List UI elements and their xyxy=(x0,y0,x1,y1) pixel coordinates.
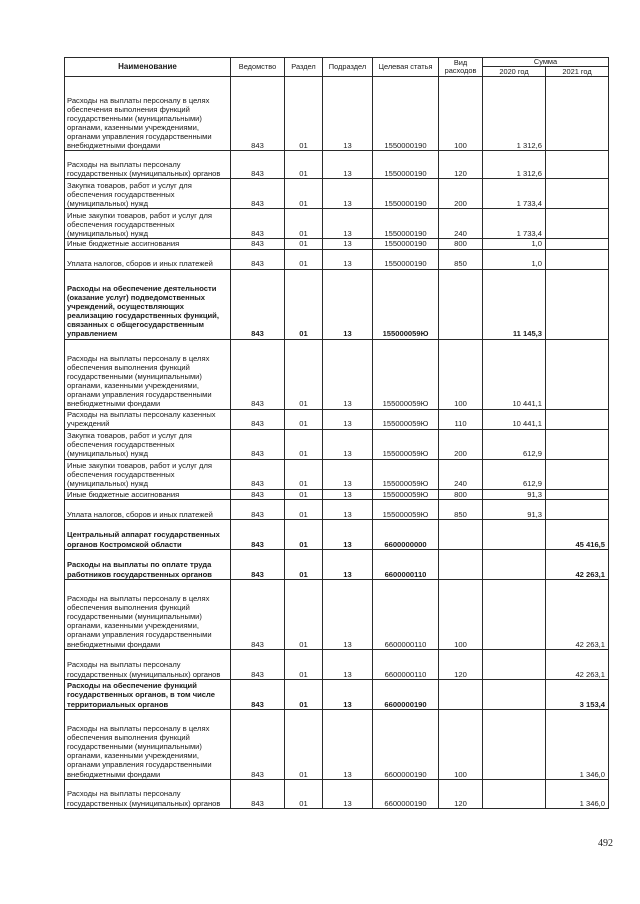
row-section: 01 xyxy=(285,179,323,209)
row-target-article: 6600000110 xyxy=(373,549,439,579)
row-department: 843 xyxy=(231,151,285,179)
table-row xyxy=(65,499,609,519)
row-name: Иные закупки товаров, работ и услуг для обеспечения государственных (муниципальных) нужд xyxy=(65,209,231,239)
header-target-article: Целевая статья xyxy=(373,58,439,77)
row-sum-2021 xyxy=(546,429,609,459)
row-name: Расходы на выплаты по оплате труда работников государственных органов xyxy=(65,549,231,579)
header-year-2021: 2021 год xyxy=(546,67,609,77)
row-department: 843 xyxy=(231,209,285,239)
row-expense-type: 100 xyxy=(439,709,483,779)
row-target-article: 155000059Ю xyxy=(373,499,439,519)
row-sum-2020: 11 145,3 xyxy=(483,269,546,339)
table-row xyxy=(65,239,609,249)
table-row xyxy=(65,679,609,709)
row-expense-type: 120 xyxy=(439,779,483,808)
row-name: Иные бюджетные ассигнования xyxy=(65,489,231,499)
row-section: 01 xyxy=(285,209,323,239)
row-name: Расходы на выплаты персоналу государственных (муниципальных) органов xyxy=(65,779,231,808)
table-row xyxy=(65,459,609,489)
row-sum-2021: 42 263,1 xyxy=(546,549,609,579)
row-department: 843 xyxy=(231,489,285,499)
table-row xyxy=(65,269,609,339)
row-sum-2021 xyxy=(546,409,609,429)
row-expense-type: 800 xyxy=(439,239,483,249)
row-subsection: 13 xyxy=(323,151,373,179)
row-expense-type: 200 xyxy=(439,179,483,209)
row-sum-2021 xyxy=(546,77,609,151)
row-section: 01 xyxy=(285,429,323,459)
row-sum-2021 xyxy=(546,151,609,179)
row-target-article: 1550000190 xyxy=(373,209,439,239)
row-expense-type: 100 xyxy=(439,339,483,409)
table-row xyxy=(65,549,609,579)
row-department: 843 xyxy=(231,649,285,679)
row-target-article: 1550000190 xyxy=(373,151,439,179)
row-sum-2020: 1 733,4 xyxy=(483,179,546,209)
table-row xyxy=(65,519,609,549)
row-department: 843 xyxy=(231,709,285,779)
row-section: 01 xyxy=(285,499,323,519)
budget-table xyxy=(64,57,609,809)
row-expense-type xyxy=(439,519,483,549)
row-sum-2020 xyxy=(483,549,546,579)
row-name: Расходы на выплаты персоналу государственных (муниципальных) органов xyxy=(65,649,231,679)
row-section: 01 xyxy=(285,779,323,808)
row-subsection: 13 xyxy=(323,77,373,151)
table-row xyxy=(65,649,609,679)
header-sum: Сумма xyxy=(483,58,609,67)
row-expense-type xyxy=(439,269,483,339)
row-sum-2021 xyxy=(546,179,609,209)
row-expense-type: 100 xyxy=(439,77,483,151)
row-subsection: 13 xyxy=(323,269,373,339)
row-section: 01 xyxy=(285,339,323,409)
row-name: Расходы на выплаты персоналу в целях обеспечения выполнения функций государственными (муниципальными) органами, казенными учреждениями, органами управления государственными внебюджетными фондами xyxy=(65,709,231,779)
row-name: Закупка товаров, работ и услуг для обеспечения государственных (муниципальных) нужд xyxy=(65,179,231,209)
row-department: 843 xyxy=(231,249,285,269)
row-department: 843 xyxy=(231,679,285,709)
header-department: Ведомство xyxy=(231,58,285,77)
row-target-article: 155000059Ю xyxy=(373,339,439,409)
row-section: 01 xyxy=(285,649,323,679)
row-department: 843 xyxy=(231,179,285,209)
row-sum-2021: 45 416,5 xyxy=(546,519,609,549)
table-row xyxy=(65,151,609,179)
row-section: 01 xyxy=(285,489,323,499)
row-sum-2020: 1,0 xyxy=(483,239,546,249)
row-section: 01 xyxy=(285,249,323,269)
row-sum-2021: 42 263,1 xyxy=(546,649,609,679)
row-section: 01 xyxy=(285,549,323,579)
row-expense-type: 200 xyxy=(439,429,483,459)
row-name: Расходы на обеспечение деятельности (оказание услуг) подведомственных учреждений, осуществляющих реализацию государственных функций, связанных с общегосударственным управлением xyxy=(65,269,231,339)
row-subsection: 13 xyxy=(323,409,373,429)
row-sum-2020: 10 441,1 xyxy=(483,409,546,429)
row-name: Расходы на выплаты персоналу казенных учреждений xyxy=(65,409,231,429)
row-expense-type: 850 xyxy=(439,249,483,269)
row-sum-2020 xyxy=(483,679,546,709)
row-name: Расходы на выплаты персоналу государственных (муниципальных) органов xyxy=(65,151,231,179)
row-target-article: 6600000190 xyxy=(373,779,439,808)
row-expense-type: 850 xyxy=(439,499,483,519)
row-section: 01 xyxy=(285,579,323,649)
row-subsection: 13 xyxy=(323,179,373,209)
row-name: Закупка товаров, работ и услуг для обеспечения государственных (муниципальных) нужд xyxy=(65,429,231,459)
row-sum-2020 xyxy=(483,579,546,649)
row-department: 843 xyxy=(231,519,285,549)
row-name: Уплата налогов, сборов и иных платежей xyxy=(65,499,231,519)
row-section: 01 xyxy=(285,77,323,151)
row-department: 843 xyxy=(231,409,285,429)
header-subsection: Подраздел xyxy=(323,58,373,77)
row-section: 01 xyxy=(285,459,323,489)
row-target-article: 155000059Ю xyxy=(373,269,439,339)
row-subsection: 13 xyxy=(323,709,373,779)
header-year-2020: 2020 год xyxy=(483,67,546,77)
row-sum-2020: 91,3 xyxy=(483,489,546,499)
row-expense-type: 110 xyxy=(439,409,483,429)
row-name: Центральный аппарат государственных органов Костромской области xyxy=(65,519,231,549)
row-subsection: 13 xyxy=(323,649,373,679)
row-sum-2021 xyxy=(546,269,609,339)
header-expense-type: Вид расходов xyxy=(439,58,483,77)
row-department: 843 xyxy=(231,429,285,459)
header-section: Раздел xyxy=(285,58,323,77)
row-expense-type xyxy=(439,679,483,709)
row-sum-2020: 612,9 xyxy=(483,429,546,459)
row-name: Расходы на выплаты персоналу в целях обеспечения выполнения функций государственными (муниципальными) органами, казенными учреждениями, органами управления государственными внебюджетными фондами xyxy=(65,339,231,409)
row-sum-2020 xyxy=(483,519,546,549)
row-sum-2020: 1 312,6 xyxy=(483,151,546,179)
row-subsection: 13 xyxy=(323,249,373,269)
row-sum-2021 xyxy=(546,499,609,519)
table-row xyxy=(65,779,609,808)
row-sum-2021 xyxy=(546,239,609,249)
table-row xyxy=(65,77,609,151)
row-expense-type: 800 xyxy=(439,489,483,499)
row-section: 01 xyxy=(285,269,323,339)
row-target-article: 1550000190 xyxy=(373,179,439,209)
row-department: 843 xyxy=(231,269,285,339)
header-name: Наименование xyxy=(65,58,231,77)
row-target-article: 6600000110 xyxy=(373,649,439,679)
table-header xyxy=(65,58,609,77)
row-subsection: 13 xyxy=(323,489,373,499)
row-target-article: 155000059Ю xyxy=(373,409,439,429)
table-row xyxy=(65,179,609,209)
row-name: Расходы на выплаты персоналу в целях обеспечения выполнения функций государственными (муниципальными) органами, казенными учреждениями, органами управления государственными внебюджетными фондами xyxy=(65,77,231,151)
row-target-article: 6600000000 xyxy=(373,519,439,549)
row-department: 843 xyxy=(231,499,285,519)
row-sum-2020: 612,9 xyxy=(483,459,546,489)
row-section: 01 xyxy=(285,409,323,429)
row-target-article: 155000059Ю xyxy=(373,429,439,459)
row-section: 01 xyxy=(285,239,323,249)
row-target-article: 1550000190 xyxy=(373,239,439,249)
row-section: 01 xyxy=(285,151,323,179)
table-row xyxy=(65,429,609,459)
row-sum-2021: 3 153,4 xyxy=(546,679,609,709)
row-department: 843 xyxy=(231,779,285,808)
row-target-article: 1550000190 xyxy=(373,77,439,151)
row-sum-2021 xyxy=(546,459,609,489)
row-name: Уплата налогов, сборов и иных платежей xyxy=(65,249,231,269)
table-row xyxy=(65,489,609,499)
row-subsection: 13 xyxy=(323,239,373,249)
row-subsection: 13 xyxy=(323,579,373,649)
row-section: 01 xyxy=(285,679,323,709)
row-sum-2021: 1 346,0 xyxy=(546,779,609,808)
row-expense-type xyxy=(439,549,483,579)
row-expense-type: 100 xyxy=(439,579,483,649)
row-sum-2021: 42 263,1 xyxy=(546,579,609,649)
row-name: Иные бюджетные ассигнования xyxy=(65,239,231,249)
table-row xyxy=(65,249,609,269)
row-department: 843 xyxy=(231,239,285,249)
row-target-article: 6600000190 xyxy=(373,709,439,779)
row-sum-2020 xyxy=(483,649,546,679)
row-subsection: 13 xyxy=(323,499,373,519)
row-subsection: 13 xyxy=(323,459,373,489)
table-row xyxy=(65,409,609,429)
table-row xyxy=(65,579,609,649)
row-sum-2020: 1 733,4 xyxy=(483,209,546,239)
row-target-article: 155000059Ю xyxy=(373,489,439,499)
row-sum-2021 xyxy=(546,249,609,269)
row-section: 01 xyxy=(285,519,323,549)
table-body xyxy=(65,77,609,808)
row-target-article: 155000059Ю xyxy=(373,459,439,489)
row-department: 843 xyxy=(231,579,285,649)
row-sum-2020: 10 441,1 xyxy=(483,339,546,409)
row-sum-2020: 91,3 xyxy=(483,499,546,519)
row-sum-2020 xyxy=(483,779,546,808)
row-target-article: 6600000110 xyxy=(373,579,439,649)
row-name: Расходы на обеспечение функций государственных органов, в том числе территориальных органов xyxy=(65,679,231,709)
row-subsection: 13 xyxy=(323,209,373,239)
row-sum-2021: 1 346,0 xyxy=(546,709,609,779)
row-name: Иные закупки товаров, работ и услуг для обеспечения государственных (муниципальных) нужд xyxy=(65,459,231,489)
row-sum-2021 xyxy=(546,209,609,239)
row-subsection: 13 xyxy=(323,549,373,579)
table-row xyxy=(65,209,609,239)
row-department: 843 xyxy=(231,549,285,579)
row-subsection: 13 xyxy=(323,519,373,549)
row-target-article: 1550000190 xyxy=(373,249,439,269)
row-sum-2021 xyxy=(546,489,609,499)
row-expense-type: 240 xyxy=(439,459,483,489)
row-expense-type: 240 xyxy=(439,209,483,239)
row-subsection: 13 xyxy=(323,339,373,409)
row-subsection: 13 xyxy=(323,779,373,808)
budget-table-sheet xyxy=(64,57,608,809)
row-target-article: 6600000190 xyxy=(373,679,439,709)
row-department: 843 xyxy=(231,459,285,489)
row-subsection: 13 xyxy=(323,429,373,459)
row-sum-2020 xyxy=(483,709,546,779)
row-expense-type: 120 xyxy=(439,649,483,679)
row-department: 843 xyxy=(231,77,285,151)
row-department: 843 xyxy=(231,339,285,409)
row-name: Расходы на выплаты персоналу в целях обеспечения выполнения функций государственными (муниципальными) органами, казенными учреждениями, органами управления государственными внебюджетными фондами xyxy=(65,579,231,649)
table-row xyxy=(65,709,609,779)
page-number: 492 xyxy=(598,838,613,849)
row-section: 01 xyxy=(285,709,323,779)
row-sum-2020: 1,0 xyxy=(483,249,546,269)
row-subsection: 13 xyxy=(323,679,373,709)
row-expense-type: 120 xyxy=(439,151,483,179)
row-sum-2020: 1 312,6 xyxy=(483,77,546,151)
table-row xyxy=(65,339,609,409)
row-sum-2021 xyxy=(546,339,609,409)
